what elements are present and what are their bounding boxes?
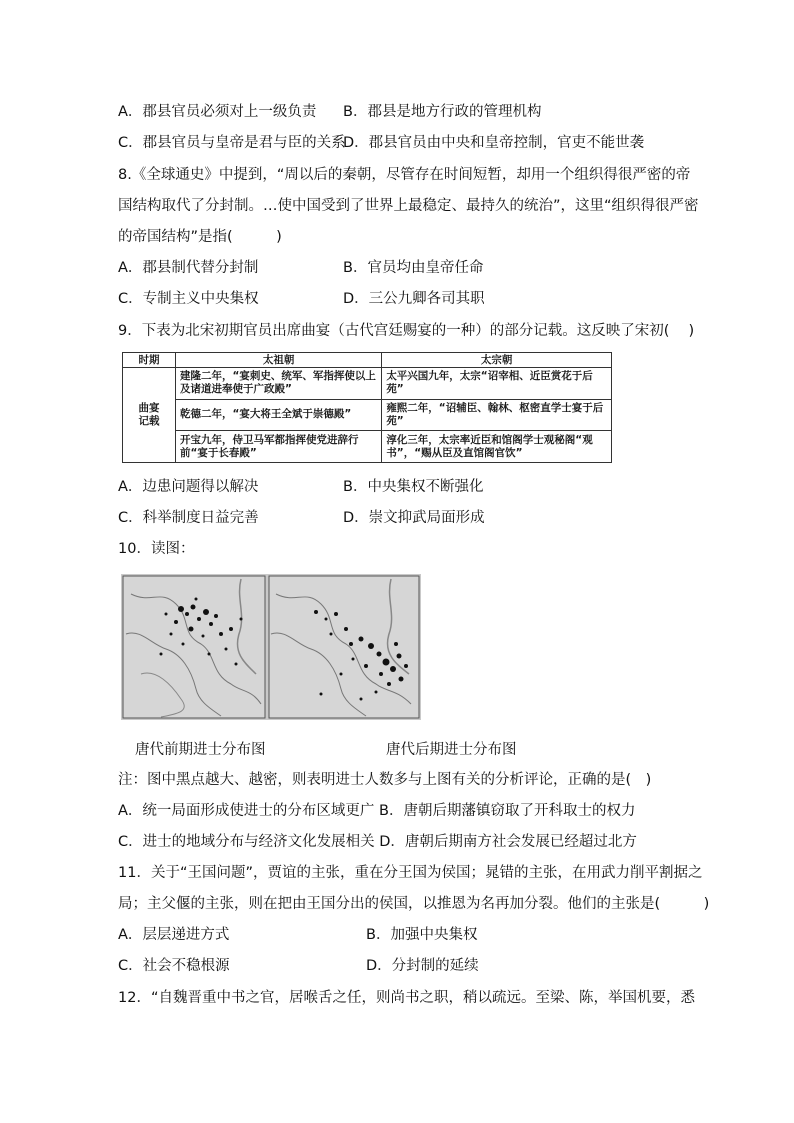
tang-jinshi-distribution-maps [121,574,421,720]
q11-option-a: A．层层递进方式 [118,927,230,943]
q7-option-d: D．郡县官员由中央和皇帝控制，官吏不能世袭 [343,135,645,151]
q8-option-a: A．郡县制代替分封制 [118,260,259,276]
q7-option-c: C．郡县官员与皇帝是君与臣的关系 [118,135,346,151]
q9-option-a: A．边患问题得以解决 [118,479,259,495]
map-late-tang-caption: 唐代后期进士分布图 [386,742,517,758]
q11-stem-line2: 局；主父偃的主张，则在把由王国分出的侯国，以推恩为名再加分裂。他们的主张是( ) [118,896,710,912]
q7-option-b: B．郡县是地方行政的管理机构 [343,104,542,120]
q7-option-a: A．郡县官员必须对上一级负责 [118,104,317,120]
q9-stem: 9．下表为北宋初期官员出席曲宴（古代宫廷赐宴的一种）的部分记载。这反映了宋初( ) [118,323,695,339]
q12-stem-line1: 12．“自魏晋重中书之官，居喉舌之任，则尚书之职，稍以疏远。至梁、陈，举国机要，悉 [118,990,695,1006]
q9-option-d: D．崇文抑武局面形成 [343,510,485,526]
table-cell: 淳化三年，太宗率近臣和馆阁学士观秘阁“观书”，“赐从臣及直馆阁官饮” [382,431,612,463]
table-cell: 太平兴国九年，太宗“诏宰相、近臣赏花于后苑” [382,368,612,400]
q11-option-d: D．分封制的延续 [366,958,479,974]
map-early-tang [123,576,265,718]
q11-stem-line1: 11．关于“王国问题”，贾谊的主张，重在分王国为侯国；晁错的主张，在用武力削平割据之 [118,865,703,881]
map-late-tang [269,576,419,718]
q11-option-b: B．加强中央集权 [366,927,478,943]
q10-stem: 10．读图： [118,541,195,557]
q9-option-b: B．中央集权不断强化 [343,479,484,495]
map-early-tang-caption: 唐代前期进士分布图 [135,742,266,758]
q8-option-d: D．三公九卿各司其职 [343,291,485,307]
table-cell: 建隆二年，“宴刺史、统军、军指挥使以上及诸道进奉使于广政殿” [176,368,382,400]
q9-option-c: C．科举制度日益完善 [118,510,259,526]
q8-stem-line3: 的帝国结构”是指( ) [118,229,282,245]
q10-note: 注：图中黑点越大、越密，则表明进士人数多与上图有关的分析评论，正确的是( ) [118,772,652,788]
q9-banquet-table [122,352,612,463]
table-cell: 乾德二年，“宴大将王全斌于崇德殿” [176,399,382,431]
q10-options-cd: C．进士的地域分布与经济文化发展相关 D．唐朝后期南方社会发展已经超过北方 [118,834,637,850]
q11-option-c: C．社会不稳根源 [118,958,230,974]
q8-stem-line1: 8.《全球通史》中提到，“周以后的秦朝，尽管存在时间短暂，却用一个组织得很严密的帝 [118,167,691,183]
q8-option-b: B．官员均由皇帝任命 [343,260,484,276]
table-header-period: 时期 [123,353,176,368]
q10-options-ab: A．统一局面形成使进士的分布区域更广 B．唐朝后期藩镇窃取了开科取士的权力 [118,803,636,819]
table-row-label: 曲宴 记载 [123,368,176,463]
q8-stem-line2: 国结构取代了分封制。…使中国受到了世界上最稳定、最持久的统治”，这里“组织得很严密 [118,198,699,214]
table-cell: 开宝九年，侍卫马军都指挥使党进辞行前“宴于长春殿” [176,431,382,463]
table-header-taizong: 太宗朝 [382,353,612,368]
table-cell: 雍熙二年，“诏辅臣、翰林、枢密直学士宴于后苑” [382,399,612,431]
table-header-taizu: 太祖朝 [176,353,382,368]
q8-option-c: C．专制主义中央集权 [118,291,259,307]
